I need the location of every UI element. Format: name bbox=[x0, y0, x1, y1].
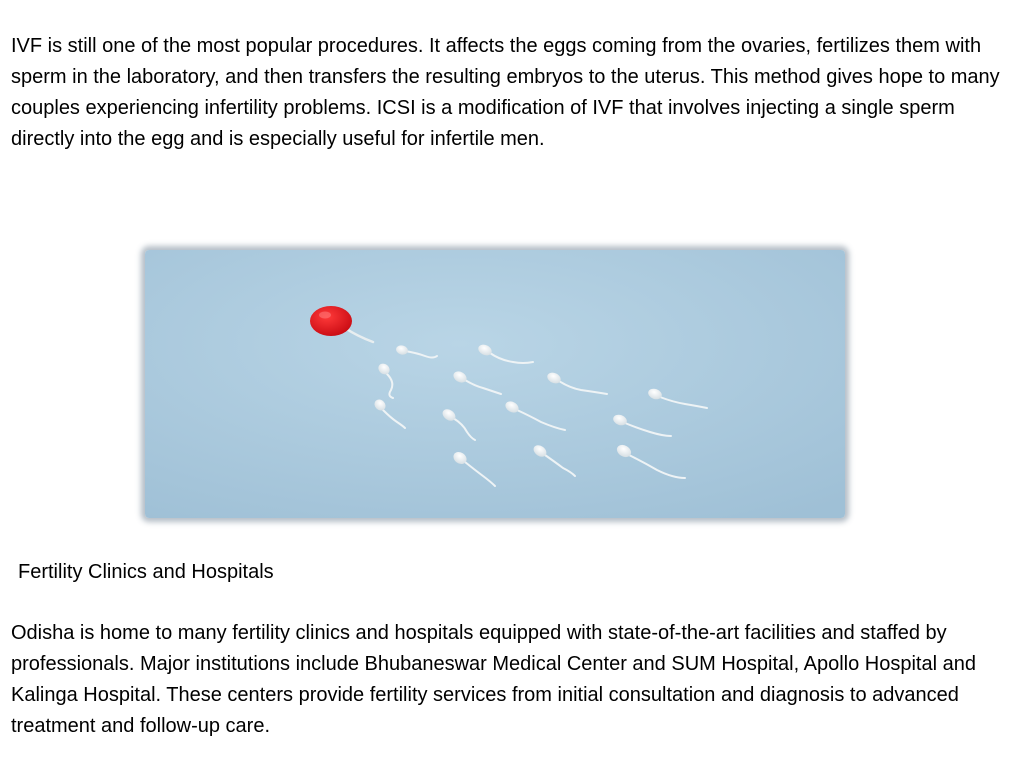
egg-and-sperm-illustration bbox=[145, 250, 845, 518]
egg-and-sperm-image bbox=[145, 250, 845, 518]
section-paragraph: Odisha is home to many fertility clinics and hospitals equipped with state-of-the-art facilities and staffed by professionals. Major institutions include Bhubaneswar Medical Center and SUM Hospital, Apollo Hospital and Kalinga Hospital. These centers provide fertility services from initial consultation and diagnosis to advanced treatment and follow-up care. bbox=[11, 622, 976, 737]
section-heading: Fertility Clinics and Hospitals bbox=[18, 561, 274, 583]
intro-paragraph: IVF is still one of the most popular procedures. It affects the eggs coming from the ovaries, fertilizes them with sperm in the laboratory, and then transfers the resulting embryos to the uterus. This method gives hope to many couples experiencing infertility problems. ICSI is a modification of IVF that involves injecting a single sperm directly into the egg and is especially useful for infertile men. bbox=[11, 35, 1000, 150]
image-background bbox=[145, 250, 845, 518]
